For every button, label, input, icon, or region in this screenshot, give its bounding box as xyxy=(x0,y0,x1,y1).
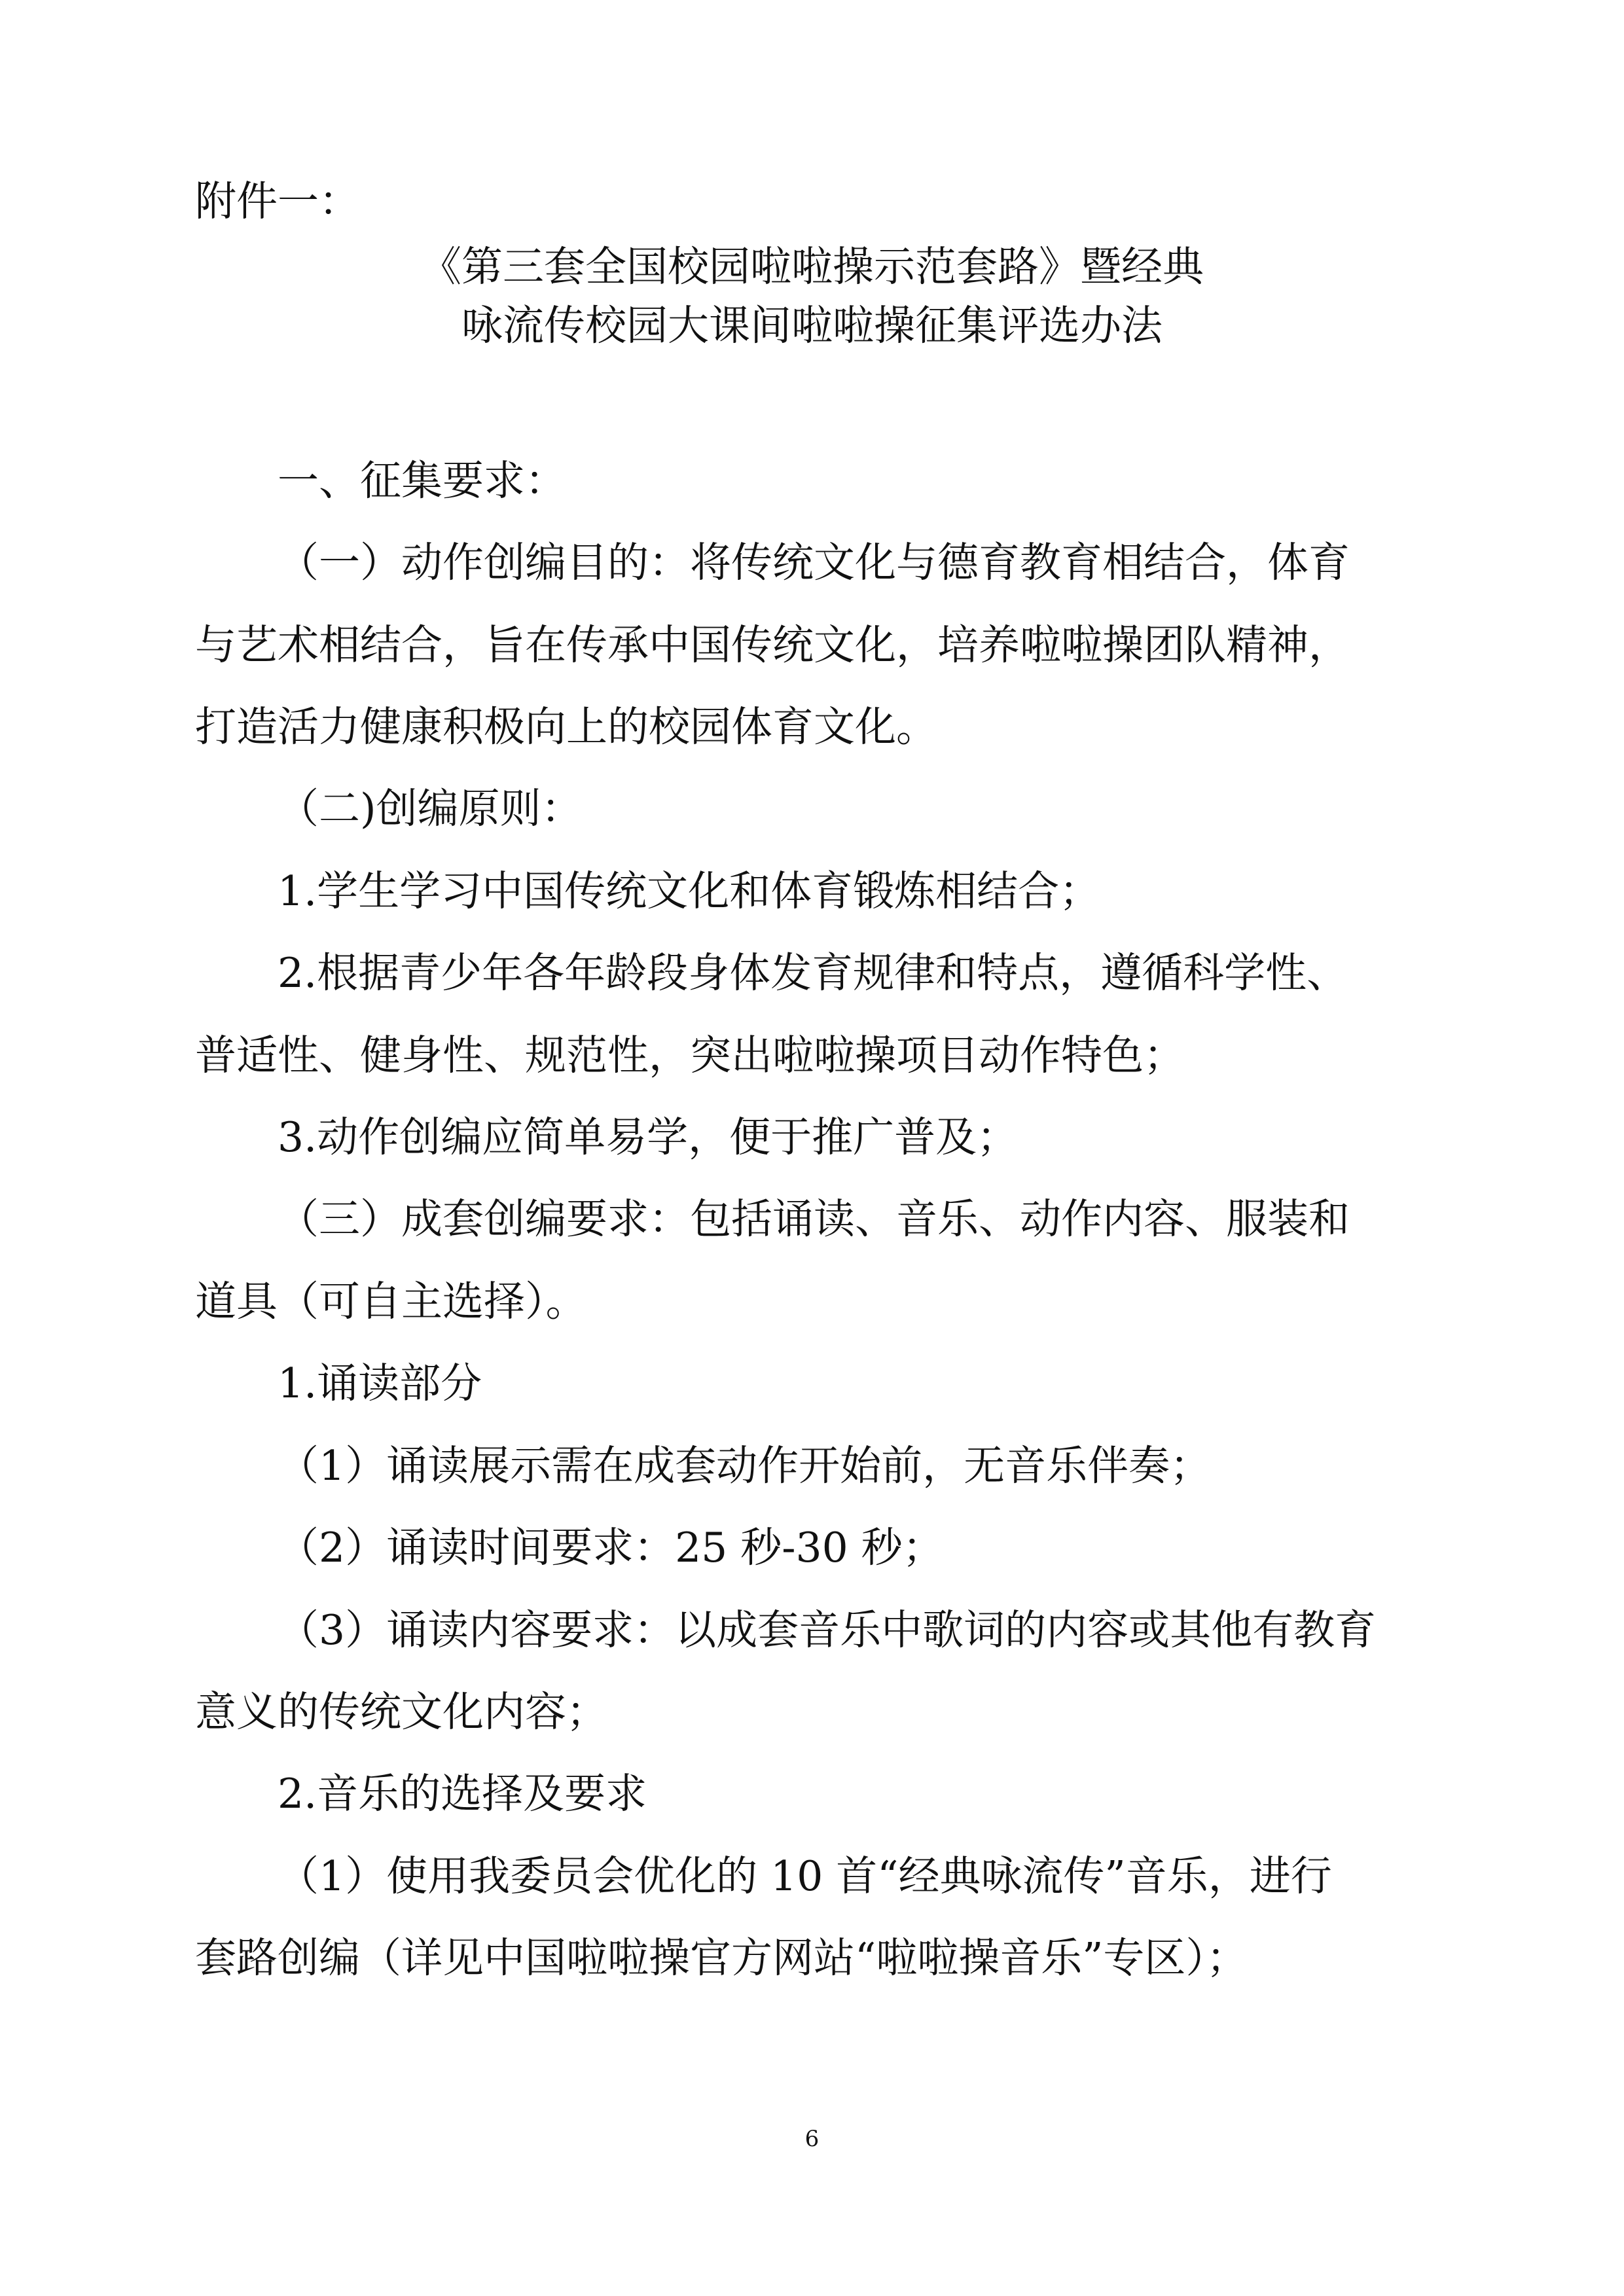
title-line-1: 《第三套全国校园啦啦操示范套路》暨经典 xyxy=(420,243,1204,291)
list-item-continuation: 意义的传统文化内容； xyxy=(195,1688,607,1736)
paragraph-line: 道具（可自主选择）。 xyxy=(195,1278,587,1325)
list-item: 2.音乐的选择及要求 xyxy=(278,1770,647,1818)
list-item: （1）诵读展示需在成套动作开始前，无音乐伴奏； xyxy=(278,1442,1212,1490)
list-item: （1）使用我委员会优化的 10 首“经典咏流传”音乐，进行 xyxy=(278,1852,1332,1900)
paragraph-line: 与艺术相结合，旨在传承中国传统文化，培养啦啦操团队精神， xyxy=(195,621,1350,669)
list-item: （2）诵读时间要求：25 秒-30 秒； xyxy=(278,1524,944,1571)
list-item: （3）诵读内容要求：以成套音乐中歌词的内容或其他有教育 xyxy=(278,1606,1377,1654)
subsection-heading: （二)创编原则： xyxy=(278,785,583,833)
paragraph-line: （一）动作创编目的：将传统文化与德育教育相结合，体育 xyxy=(278,539,1350,586)
paragraph-line: 打造活力健康积极向上的校园体育文化。 xyxy=(195,703,937,751)
list-item: 1.学生学习中国传统文化和体育锻炼相结合； xyxy=(278,867,1101,915)
attachment-label: 附件一： xyxy=(195,177,360,225)
list-item-continuation: 普适性、健身性、规范性，突出啦啦操项目动作特色； xyxy=(195,1031,1185,1079)
list-item-continuation: 套路创编（详见中国啦啦操官方网站“啦啦操音乐”专区）； xyxy=(195,1934,1248,1982)
subsection-heading: （三）成套创编要求：包括诵读、音乐、动作内容、服装和 xyxy=(278,1195,1350,1243)
title-line-2: 咏流传校园大课间啦啦操征集评选办法 xyxy=(461,302,1163,350)
section-heading: 一、征集要求： xyxy=(278,457,566,505)
list-item: 1.诵读部分 xyxy=(278,1359,482,1407)
page-number: 6 xyxy=(804,2126,820,2152)
list-item: 2.根据青少年各年龄段身体发育规律和特点，遵循科学性、 xyxy=(278,949,1348,997)
list-item: 3.动作创编应简单易学，便于推广普及； xyxy=(278,1113,1019,1161)
